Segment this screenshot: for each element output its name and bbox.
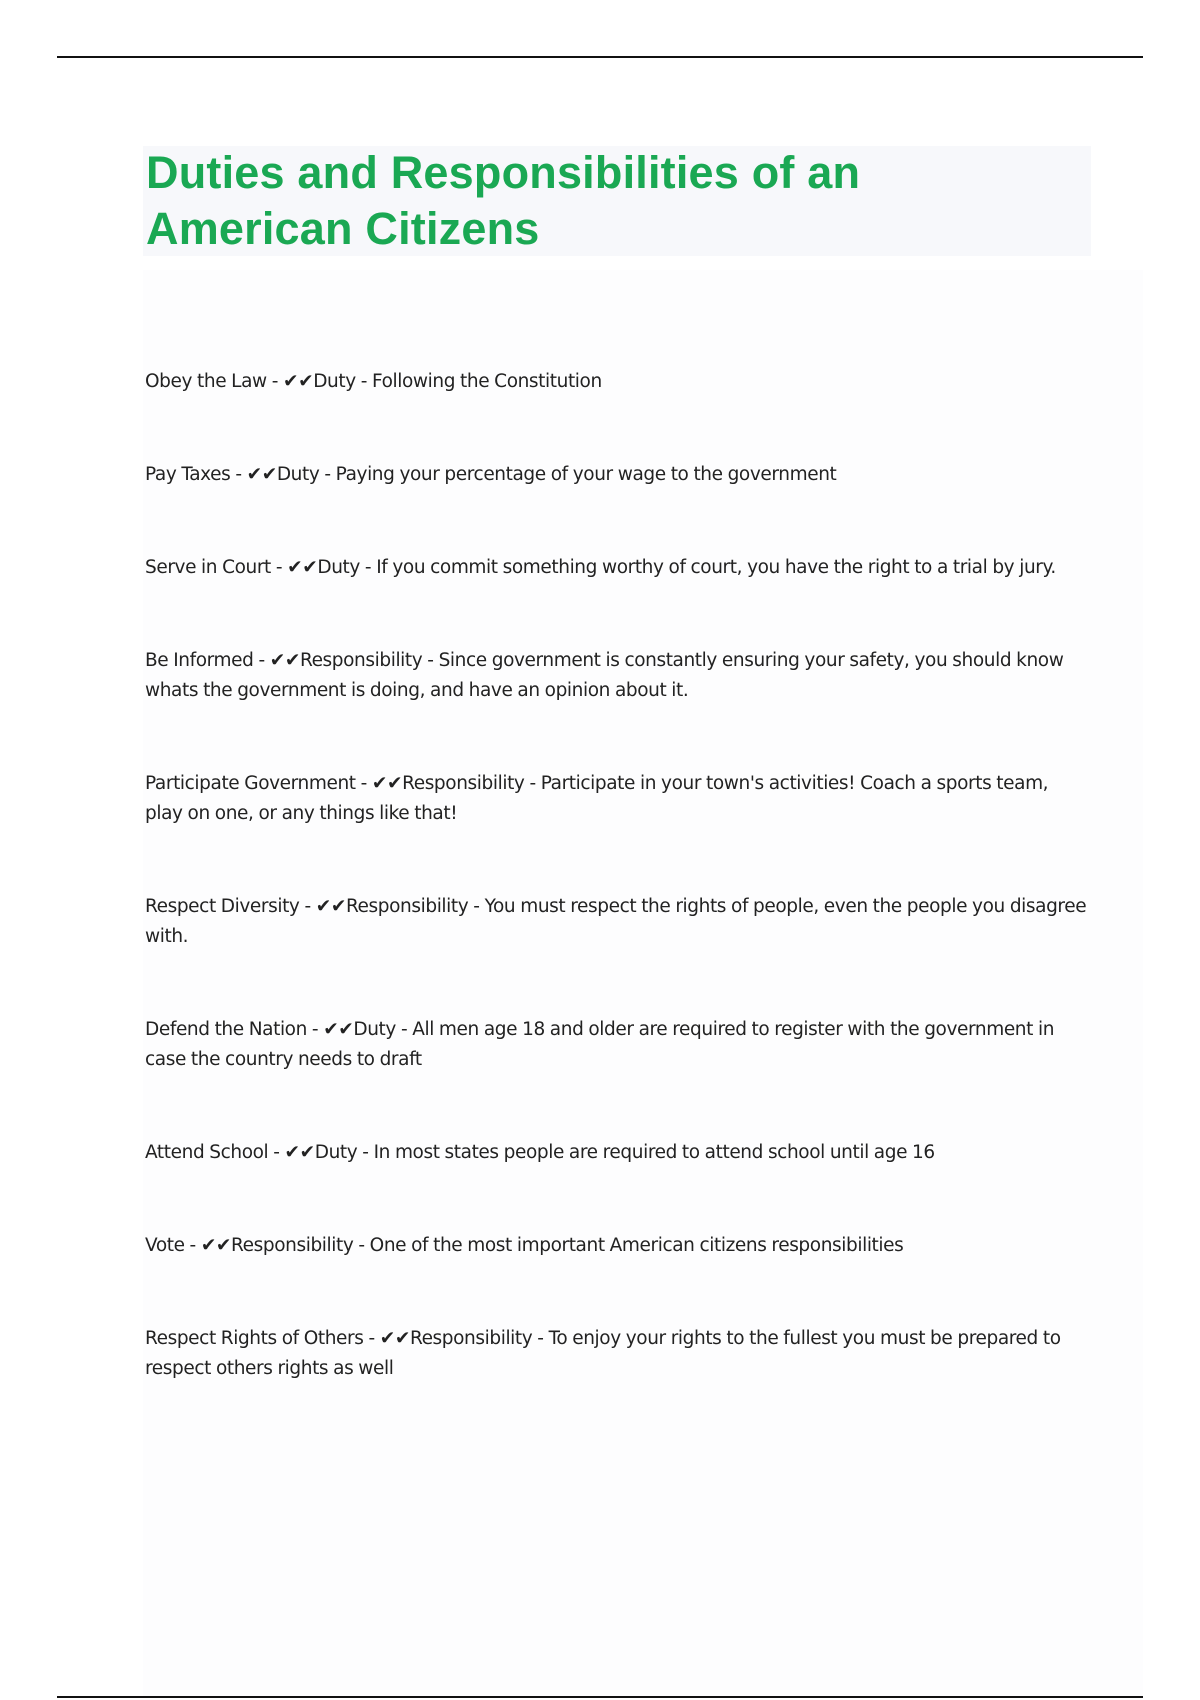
separator: - [184,1234,201,1256]
list-item [145,1324,1090,1384]
item-definition: Since government is constantly ensuring your safety, you should know whats the government is doing, and have an opinion about it. [145,649,1064,701]
item-definition: In most states people are required to attend school until age 16 [373,1141,935,1163]
qa-list [145,348,1090,1447]
top-rule [57,56,1143,58]
separator: - [270,556,288,578]
separator: - [353,1234,370,1256]
item-kind: Duty [276,463,320,485]
list-item [145,892,1090,952]
item-definition: If you commit something worthy of court, you have the right to a trial by jury. [376,556,1056,578]
item-kind: Duty [314,1141,358,1163]
separator: - [306,1018,324,1040]
item-term: Defend the Nation [145,1018,307,1040]
separator: - [395,1018,413,1040]
list-item [145,769,1090,829]
separator: - [468,895,485,917]
item-kind: Responsibility [409,1327,533,1349]
item-kind: Responsibility [231,1234,354,1256]
double-check-icon: ✔✔ [379,1327,410,1349]
item-term: Serve in Court [145,556,271,578]
item-term: Obey the Law [145,370,267,392]
double-check-icon: ✔✔ [284,1141,315,1163]
separator: - [357,1141,374,1163]
separator: - [299,895,316,917]
item-definition: All men age 18 and older are required to register with the government in case the country needs to draft [145,1018,1055,1070]
separator: - [524,772,541,794]
separator: - [268,1141,285,1163]
list-item [145,460,1090,490]
item-term: Respect Diversity [145,895,300,917]
double-check-icon: ✔✔ [246,463,277,485]
item-kind: Duty [313,370,356,392]
separator: - [422,649,439,671]
page-title: Duties and Responsibilities of an American Citizens [146,147,861,254]
double-check-icon: ✔✔ [323,1018,354,1040]
list-item [145,1231,1090,1261]
item-kind: Responsibility [345,895,469,917]
double-check-icon: ✔✔ [315,895,346,917]
item-kind: Duty [353,1018,396,1040]
item-definition: Following the Constitution [372,370,602,392]
item-definition: You must respect the rights of people, even the people you disagree with. [145,895,1087,947]
separator: - [355,772,372,794]
item-term: Be Informed [145,649,254,671]
list-item [145,1015,1090,1075]
separator: - [363,1327,380,1349]
double-check-icon: ✔✔ [200,1234,232,1256]
list-item [145,367,1090,397]
item-term: Pay Taxes [145,463,231,485]
double-check-icon: ✔✔ [287,556,318,578]
item-kind: Responsibility [402,772,525,794]
item-term: Respect Rights of Others [145,1327,364,1349]
item-definition: To enjoy your rights to the fullest you must be prepared to respect others rights as well [145,1327,1061,1379]
separator: - [253,649,270,671]
item-definition: Paying your percentage of your wage to the government [335,463,837,485]
item-term: Vote [145,1234,185,1256]
double-check-icon: ✔✔ [269,649,300,671]
item-term: Participate Government [145,772,356,794]
separator: - [230,463,247,485]
double-check-icon: ✔✔ [282,370,314,392]
item-definition: One of the most important American citizens responsibilities [369,1234,904,1256]
double-check-icon: ✔✔ [371,772,403,794]
list-item [145,1138,1090,1168]
item-kind: Duty [317,556,360,578]
separator: - [266,370,283,392]
bottom-rule [57,1696,1143,1698]
separator: - [359,556,377,578]
separator: - [319,463,336,485]
item-definition: Participate in your town's activities! Coach a sports team, play on one, or any things like that! [145,772,1049,824]
list-item [145,553,1090,583]
separator: - [532,1327,549,1349]
list-item [145,646,1090,706]
separator: - [355,370,373,392]
item-kind: Responsibility [299,649,423,671]
item-term: Attend School [145,1141,269,1163]
